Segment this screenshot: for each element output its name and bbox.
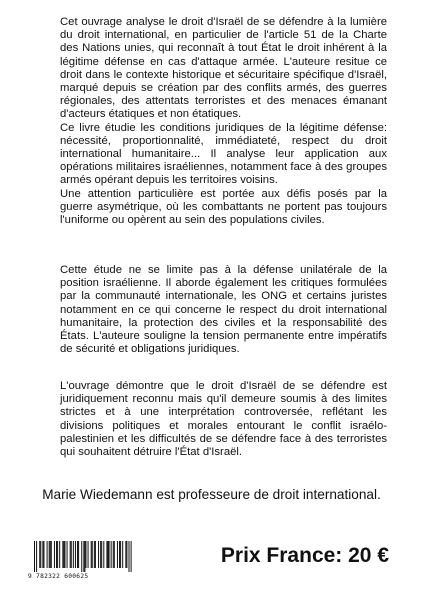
barcode-bar — [51, 541, 52, 568]
paragraph-1: Cet ouvrage analyse le droit d'Israël de se défendre à la lumière du droit international, en particulier de l'article 51 de la Charte des Nations unies, qui reconnaît à tout État le droit inhérent à la légitime défense en cas d'attaque armée. L'auteure resitue ce droit dans le contexte historique et sécuritaire spécifique d'Israël, marqué depuis se création par des conflits armés, des guerres régionales, des attentats terroristes et des menaces émanant d'acteurs étatiques et non étatiques. — [60, 16, 387, 121]
description-block-2 — [60, 264, 387, 356]
barcode-bar — [106, 541, 107, 568]
barcode-bar — [78, 541, 79, 568]
barcode-bar — [67, 541, 68, 568]
barcode-bar — [100, 541, 101, 568]
price-label: Prix France: 20 € — [220, 544, 389, 567]
barcode-bar — [34, 541, 35, 572]
barcode-bar — [92, 541, 93, 568]
barcode-bar — [39, 541, 40, 568]
description-block-3 — [60, 380, 387, 459]
barcode-bar — [56, 541, 57, 568]
barcode-bar — [111, 541, 112, 568]
barcode-bar — [109, 541, 110, 568]
barcode-bar — [73, 541, 74, 568]
barcode-bar — [59, 541, 60, 568]
barcode-digits: 9 782322 600625 — [28, 573, 89, 580]
barcode-bar — [103, 541, 104, 568]
barcode-bar — [54, 541, 55, 568]
barcode-bar — [126, 541, 127, 568]
barcode-bar — [117, 541, 118, 568]
barcode-bar — [91, 541, 92, 568]
description-block-1 — [60, 16, 387, 227]
paragraph-5: L'ouvrage démontre que le droit d'Israël de se défendre est juridiquement reconnu mais qu'il demeure soumis à des limites strictes et à une interprétation controversée, reflétant les divisions politiques et morales entourant le conflit israélo-palestinien et les difficultés de se défendre face à des terroristes qui souhaitent détruire l'État d'Israël. — [60, 380, 387, 459]
barcode-bar — [81, 541, 82, 572]
paragraph-3: Une attention particulière est portée aux défis posés par la guerre asymétrique, où les combattants ne portent pas toujours l'uniforme ou opèrent au sein des populations civiles. — [60, 187, 387, 227]
barcode-bar — [83, 541, 84, 572]
barcode-bar — [98, 541, 99, 568]
barcode-bar — [101, 541, 102, 568]
barcode-bar — [84, 541, 85, 572]
barcode-bar — [114, 541, 115, 568]
barcode-bar — [113, 541, 114, 568]
barcode-bar — [94, 541, 95, 568]
barcode-bar — [125, 541, 126, 568]
barcode-bar — [62, 541, 63, 568]
barcode-bar — [64, 541, 65, 568]
barcode-image — [28, 541, 138, 573]
barcode-bar — [71, 541, 72, 568]
barcode-bar — [95, 541, 96, 568]
barcode-bar — [88, 541, 89, 568]
paragraph-4: Cette étude ne se limite pas à la défense unilatérale de la position israélienne. Il aborde également les critiques formulées par la communauté internationale, les ONG et certains juristes notamment en ce qui concerne le respect du droit international humanitaire, la protection des civiles et la responsabilité des États. L'auteure souligne la tension permanente entre impératifs de sécurité et obligations juridiques. — [60, 264, 387, 356]
barcode-bar — [50, 541, 51, 568]
barcode-bar — [119, 541, 120, 568]
barcode-bar — [63, 541, 64, 568]
barcode-bar — [49, 541, 50, 568]
barcode-bar — [40, 541, 41, 568]
barcode-bar — [70, 541, 71, 568]
barcode-bar — [36, 541, 37, 572]
barcode-bar — [43, 541, 44, 568]
isbn-barcode — [28, 541, 138, 581]
barcode-bar — [57, 541, 58, 568]
barcode-bar — [131, 541, 132, 572]
author-bio: Marie Wiedemann est professeure de droit international. — [42, 487, 381, 502]
barcode-bar — [129, 541, 130, 572]
barcode-bar — [75, 541, 76, 568]
barcode-bar — [85, 541, 86, 568]
paragraph-2: Ce livre étudie les conditions juridiques de la légitime défense: nécessité, proportionnalité, immédiateté, respect du droit international humanitaire... Il analyse leur application aux opérations militaires israéliennes, notamment face à des groupes armés opérant depuis les territoires voisins. — [60, 121, 387, 187]
barcode-bar — [122, 541, 123, 568]
barcode-bar — [42, 541, 43, 568]
barcode-bar — [120, 541, 121, 568]
barcode-bar — [47, 541, 48, 568]
barcode-bar — [108, 541, 109, 568]
barcode-bar — [77, 541, 78, 568]
